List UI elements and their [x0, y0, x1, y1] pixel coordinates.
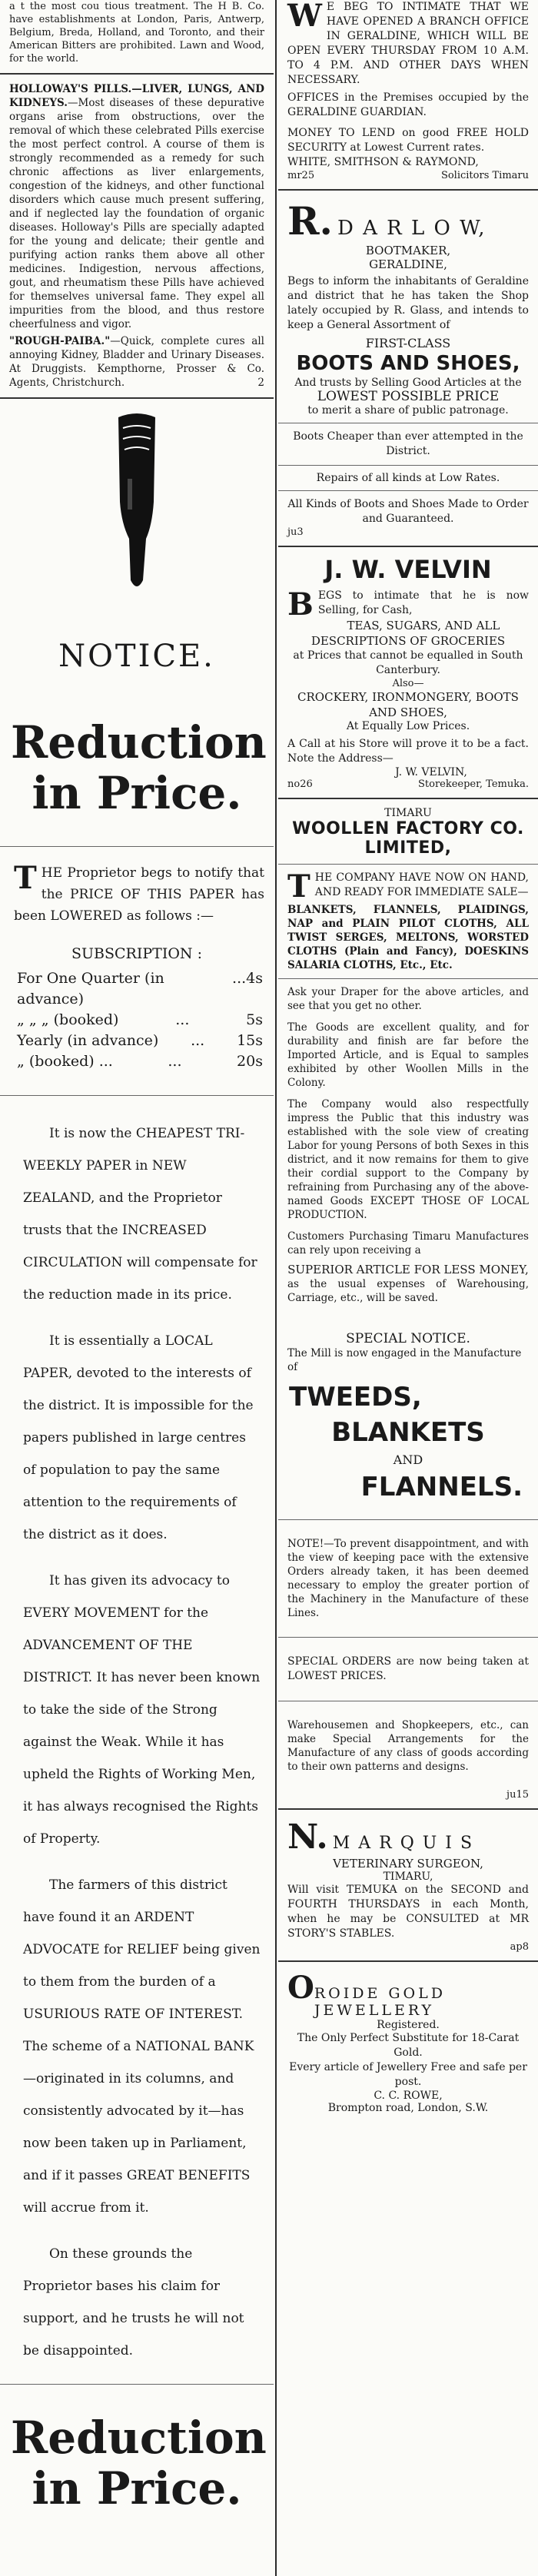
geraldine-firm: WHITE, SMITHSON & RAYMOND,: [287, 156, 479, 168]
velvin-teas: TEAS, SUGARS, AND ALL DESCRIPTIONS OF GROCERIES: [311, 619, 506, 648]
woollen-blankets: BLANKETS: [331, 1417, 485, 1448]
oroide-every: Every article of Jewellery Free and safe per post.: [289, 2061, 527, 2088]
oroide-title: [278, 1970, 538, 2019]
column-rule: [275, 0, 277, 2576]
woollen-warehouse: Warehousemen and Shopkeepers, etc., can make Special Arrangements for the Manufacture of any class of goods according to their own patterns and designs.: [287, 1719, 529, 1773]
divider: [278, 546, 538, 547]
divider: [278, 798, 538, 799]
darlow-merit: to merit a share of public patronage.: [307, 404, 509, 417]
divider: [0, 846, 274, 847]
velvin-crockery: CROCKERY, IRONMONGERY, BOOTS AND SHOES,: [297, 690, 519, 719]
woollen-superior: SUPERIOR ARTICLE FOR LESS MONEY,: [287, 1263, 529, 1276]
woollen-p2: The Goods are excellent quality, and for durability and finish are far before the Imported Article, and is Equal to samples exhibited by other Woollen Mills in the Colony.: [287, 1021, 529, 1089]
marquis-header: [278, 1817, 538, 1857]
geraldine-money: MONEY TO LEND on good FREE HOLD SECURITY at Lowest Current rates.: [287, 127, 529, 154]
marquis-place: TIMARU,: [383, 1871, 433, 1883]
price-intro: [0, 862, 274, 927]
woollen-place: TIMARU: [384, 807, 432, 819]
reduction-title: Reduction in Price.: [11, 716, 267, 819]
right-column: [278, 0, 538, 2576]
pointing-hand-icon: [0, 410, 274, 594]
rough-paiba-body: —Quick, complete cures all annoying Kidney, Bladder and Urinary Diseases. At Druggists. Kempthorne, Prosser & Co. Agents, Christchurch.: [9, 335, 264, 389]
darlow-repairs: Repairs of all kinds at Low Rates.: [316, 472, 500, 484]
marquis-mark: ap8: [510, 1941, 529, 1953]
darlow-initial: R.: [287, 198, 333, 244]
woollen-p3: The Company would also respectfully impress the Public that this industry was established with the sole view of creating Labor for young Persons of both Sexes in this district, and it now remains for them to give their cordial support to the Company by refraining from Purchasing any of the above-named Goods EXCEPT THOSE OF LOCAL PRODUCTION.: [287, 1098, 529, 1221]
oroide-sig: C. C. ROWE,: [374, 2090, 443, 2102]
bitters-ad-fragment: a t the most cou tious treatment. The H B. Co. have establishments at London, Paris, Antwerp, Belgium, Breda, Holland, and Toronto, and their American Bitters are prohibited. Lawn and Wood, for the world.: [9, 1, 264, 65]
darlow-cheaper: Boots Cheaper than ever attempted in the District.: [293, 430, 523, 457]
velvin-sign: [278, 778, 538, 790]
marquis-initial: N.: [287, 1817, 328, 1857]
subscription-row: Yearly (in advance) ... 15s: [17, 1032, 263, 1049]
geraldine-dropcap: W: [287, 0, 322, 34]
woollen-title: WOOLLEN FACTORY CO. LIMITED,: [292, 819, 524, 858]
divider: [278, 465, 538, 466]
woollen-tweeds: TWEEDS,: [289, 1382, 422, 1412]
rough-paiba-lead: "ROUGH-PAIBA.": [9, 335, 111, 347]
velvin-intro: BEGS to intimate that he is now Selling, for Cash,: [287, 586, 529, 622]
darlow-first-class: FIRST-CLASS: [365, 336, 451, 350]
velvin-prices: at Prices that cannot be equalled in South Canterbury.: [293, 649, 523, 676]
paragraph-grounds: On these grounds the Proprietor bases his claim for support, and he trusts he will not be disappointed.: [23, 2246, 244, 2359]
darlow-name: D A R L O W,: [337, 217, 487, 240]
divider: [278, 189, 538, 191]
intro-dropcap: T: [14, 860, 37, 896]
velvin-equally: At Equally Low Prices.: [346, 720, 470, 732]
oroide-title-text: ROIDE GOLD JEWELLERY: [314, 1985, 446, 2019]
velvin-sig: J. W. VELVIN,: [395, 766, 467, 778]
divider: [278, 1519, 538, 1520]
woollen-p1: Ask your Draper for the above articles, and see that you get no other.: [287, 986, 529, 1012]
geraldine-mark: mr25: [287, 170, 315, 181]
woollen-goods: BLANKETS, FLANNELS, PLAIDINGS, NAP and PLAIN PILOT CLOTHS, ALL TWIST SERGES, MELTONS, WORSTED CLOTHS (Plain and Fancy), DOESKINS SALARIA CLOTHS, Etc., Etc.: [287, 904, 529, 971]
subscription-row: „ „ „ (booked) ... 5s: [17, 1011, 263, 1028]
divider: [278, 1960, 538, 1962]
paragraph-cheapest: It is now the CHEAPEST TRI-WEEKLY PAPER in NEW ZEALAND, and the Proprietor trusts that the INCREASED CIRCULATION will compensate for the reduction made in its price.: [23, 1126, 257, 1303]
paragraph-advocacy: It has given its advocacy to EVERY MOVEMENT for the ADVANCEMENT OF THE DISTRICT. It has never been known to take the side of the Strong against the Weak. While it has upheld the Rights of Working Men, it has always recognised the Rights of Property.: [23, 1573, 261, 1847]
woollen-dropcap: T: [287, 868, 311, 905]
divider: [0, 1095, 274, 1096]
woollen-p5: as the usual expenses of Warehousing, Carriage, etc., will be saved.: [287, 1278, 529, 1304]
velvin-mark: no26: [287, 778, 313, 790]
velvin-dropcap: B: [287, 586, 314, 622]
woollen-mill: The Mill is now engaged in the Manufacture of: [287, 1347, 522, 1373]
geraldine-offices: OFFICES in the Premises occupied by the GERALDINE GUARDIAN.: [287, 91, 529, 118]
notice-title: NOTICE.: [58, 639, 215, 674]
marquis-body: Will visit TEMUKA on the SECOND and FOURTH THURSDAYS in each Month, when he may be CONSULTED at MR STORY'S STABLES.: [287, 1884, 529, 1940]
marquis-name: M A R Q U I S: [332, 1834, 474, 1853]
woollen-and: AND: [393, 1452, 423, 1467]
darlow-trusts: And trusts by Selling Good Articles at the: [294, 377, 522, 389]
darlow-header: [278, 198, 538, 244]
divider: [0, 397, 274, 399]
woollen-special: SPECIAL NOTICE.: [346, 1331, 470, 1346]
geraldine-sign: [278, 170, 538, 181]
darlow-lowest: LOWEST POSSIBLE PRICE: [317, 389, 500, 404]
subscription-row: „ (booked) ... ... 20s: [17, 1053, 263, 1070]
woollen-note: NOTE!—To prevent disappointment, and with the view of keeping pace with the extensive Orders already taken, it has been deemed necessary to employ the greater portion of the Machinery in the Manufacture of these Lines.: [287, 1538, 529, 1619]
oroide-dropcap: O: [287, 1970, 314, 2006]
oroide-only: The Only Perfect Substitute for 18-Carat Gold.: [297, 2032, 520, 2059]
divider: [278, 864, 538, 865]
darlow-boots: BOOTS AND SHOES,: [296, 352, 520, 375]
woollen-flannels: FLANNELS.: [360, 1472, 523, 1502]
divider: [278, 1637, 538, 1638]
rough-paiba-ad: [0, 334, 274, 390]
oroide-address: Brompton road, London, S.W.: [327, 2102, 489, 2114]
woollen-p4: Customers Purchasing Timaru Manufactures can rely upon receiving a: [287, 1230, 529, 1256]
divider: [0, 2384, 274, 2385]
woollen-intro: THE COMPANY HAVE NOW ON HAND, AND READY FOR IMMEDIATE SALE—: [287, 868, 529, 905]
holloway-ad: [0, 82, 274, 331]
paragraph-local: It is essentially a LOCAL PAPER, devoted to the interests of the district. It is impossible for the papers published in large centres of population to pay the same attention to the requirements of the district as it does.: [23, 1333, 254, 1542]
subscription-row: For One Quarter (in advance) ... 4s: [17, 970, 263, 1007]
intro-text: HE Proprietor begs to notify that the PRICE OF THIS PAPER has been LOWERED as follows :—: [14, 865, 264, 924]
darlow-mark: ju3: [287, 526, 304, 538]
divider: [278, 490, 538, 491]
holloway-lead: HOLLOWAY'S PILLS.—LIVER, LUNGS, AND KIDNEYS.: [9, 83, 264, 109]
geraldine-branch-ad: W E BEG TO INTIMATE THAT WE HAVE OPENED A BRANCH OFFICE IN GERALDINE, WHICH WILL BE OPEN EVERY THURSDAY FROM 10 A.M. TO 4 P.M. AND OTHER DAYS WHEN NECESSARY.: [287, 0, 529, 86]
reduction-title-2: Reduction in Price.: [11, 2412, 267, 2515]
darlow-trade: BOOTMAKER,: [365, 244, 451, 257]
holloway-body: —Most diseases of these depurative organs arise from obstructions, over the removal of which these celebrated Pills exercise the most perfect control. A course of them is strongly recommended as a remedy for such chronic affections as liver enlargements, congestion of the kidneys, and other functional disorders which cause much present suffering, and if neglected lay the foundation of organic diseases. Holloway's Pills are specially adapted for the young and delicate; their gentle and purifying action ranks them above all other medicines. Indigestion, nervous affections, gout, and rheumatism these Pills have achieved for themselves universal fame. They expel all impurities from the blood, and thus restore cheerfulness and vigor.: [9, 97, 264, 330]
divider: [278, 978, 538, 979]
marquis-role: VETERINARY SURGEON,: [333, 1857, 483, 1871]
woollen-orders: SPECIAL ORDERS are now being taken at LOWEST PRICES.: [287, 1655, 529, 1682]
velvin-call: A Call at his Store will prove it to be a fact. Note the Address—: [287, 738, 529, 765]
velvin-also: Also—: [392, 678, 424, 689]
darlow-body: Begs to inform the inhabitants of Geraldine and district that he has taken the Shop lately occupied by R. Glass, and intends to keep a General Assortment of: [287, 275, 529, 331]
geraldine-role: Solicitors Timaru: [440, 170, 529, 181]
velvin-role: Storekeeper, Temuka.: [417, 778, 529, 790]
darlow-order: All Kinds of Boots and Shoes Made to Order and Guaranteed.: [287, 498, 529, 525]
divider: [0, 73, 274, 75]
rough-paiba-mark: 2: [257, 377, 264, 389]
velvin-name: J. W. VELVIN: [324, 555, 492, 584]
paragraph-farmers: The farmers of this district have found it an ARDENT ADVOCATE for RELIEF being given to them from the burden of a USURIOUS RATE OF INTEREST. The scheme of a NATIONAL BANK—originated in its columns, and consistently advocated by it—has now been taken up in Parliament, and if it passes GREAT BENEFITS will accrue from it.: [23, 1877, 261, 2216]
darlow-place: GERALDINE,: [369, 257, 447, 271]
oroide-registered: Registered.: [377, 2019, 440, 2031]
subscription-table: [0, 968, 274, 1072]
divider: [278, 1808, 538, 1810]
woollen-mark: ju15: [506, 1789, 529, 1801]
subscription-heading: SUBSCRIPTION :: [71, 945, 202, 962]
